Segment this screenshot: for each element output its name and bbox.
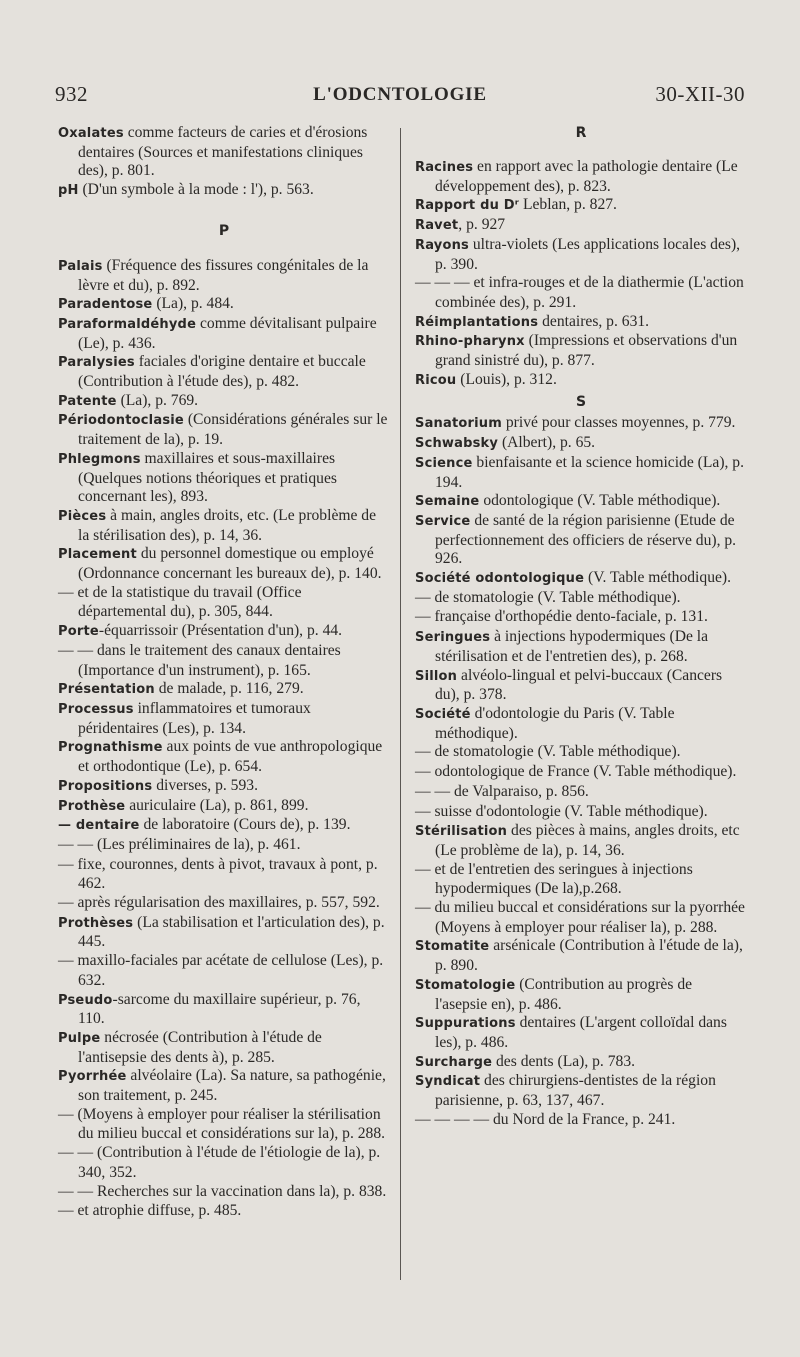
index-term: Phlegmons [58,451,141,467]
index-description: (Considérations générales sur le traitement de la), p. 19. [78,411,388,449]
index-description: dentaires, p. 631. [538,312,650,330]
index-entry [58,680,390,700]
index-description: à injections hypodermiques (De la stérilisation et de l'entretien des), p. 268. [435,628,709,665]
index-term: Propositions [58,778,153,794]
index-description: -équarrissoir (Présentation d'un), p. 44. [98,622,343,640]
index-description: (Albert), p. 65. [498,434,596,452]
page-header [55,82,745,112]
index-description: — suisse d'odontologie (V. Table méthodique). [415,802,708,820]
index-entry [415,803,747,823]
index-entry [58,181,390,201]
index-entry [58,952,390,990]
index-description: diverses, p. 593. [152,776,258,794]
index-term: Syndicat [415,1074,481,1090]
index-description: en rapport avec la pathologie dentaire (Le développement des), p. 823. [435,158,738,195]
index-term: Porte [58,624,99,640]
index-entry [58,295,390,315]
index-entry [58,392,390,412]
index-entry [415,1111,747,1131]
index-entry [415,861,747,899]
index-description: (Contribution au progrès de l'asepsie en), p. 486. [435,975,693,1013]
section-letter: R [575,125,587,141]
index-entry [415,158,747,196]
index-description: bienfaisante et la science homicide (La), p. 194. [435,453,744,491]
index-description: -sarcome du maxillaire supérieur, p. 76, 110. [78,990,361,1028]
index-description: — française d'orthopédie dento-faciale, p. 131. [415,608,708,626]
index-entry [58,584,390,622]
index-description: maxillaires et sous-maxillaires (Quelques notions théoriques et pratiques concernant les), 893. [78,449,337,506]
index-description: (Louis), p. 312. [456,370,557,388]
index-description: odontologique (V. Table méthodique). [479,492,721,510]
index-entry [58,991,390,1029]
index-term: Seringues [415,630,491,646]
index-term: Ravet [415,218,459,234]
index-entry [415,705,747,743]
page-number: 932 [55,82,88,106]
index-term: Rhino-pharynx [415,334,525,350]
index-description: — — — — du Nord de la France, p. 241. [415,1110,676,1128]
index-description: — — de Valparaiso, p. 856. [415,782,589,800]
index-description: — et atrophie diffuse, p. 485. [58,1202,242,1220]
index-entry [415,313,747,333]
index-term: Stomatite [415,939,490,955]
index-term: Racines [415,160,474,175]
index-description: de santé de la région parisienne (Etude de perfectionnement des officiers de réserve du), p. 926. [435,511,737,568]
index-entry [58,738,390,776]
index-entry [58,797,390,817]
index-entry [415,196,747,216]
index-entry [58,816,390,836]
issue-date: 30-XII-30 [655,82,745,106]
index-term: Réimplantations [415,314,539,330]
index-entry [58,777,390,797]
index-description: faciales d'origine dentaire et buccale (Contribution à l'étude des), p. 482. [78,353,366,391]
index-entry [415,434,747,454]
index-entry [58,700,390,738]
index-entry [415,937,747,975]
index-description: (Fréquence des fissures congénitales de la lèvre et du), p. 892. [78,256,369,294]
index-term: Oxalates [58,126,124,141]
index-term: Surcharge [415,1054,493,1070]
index-term: Prothèses [58,915,134,931]
index-entry [58,914,390,952]
index-term: Stérilisation [415,824,508,840]
index-entry [415,763,747,783]
index-description: — du milieu buccal et considérations sur la pyorrhée (Moyens à employer pour réaliser la), p. 288. [415,899,745,936]
index-entry [415,274,747,312]
index-description: privé pour classes moyennes, p. 779. [501,414,736,432]
index-entry [58,622,390,642]
index-description: — maxillo-faciales par acétate de cellulose (Les), p. 632. [58,952,384,989]
index-entry [415,371,747,391]
index-description: — fixe, couronnes, dents à pivot, travaux à pont, p. 462. [58,855,378,893]
index-entry [415,492,747,512]
index-entry [415,236,747,274]
index-term: Sillon [415,668,458,684]
index-description: — — dans le traitement des canaux dentaires (Importance d'un instrument), p. 165. [58,641,341,679]
index-term: Paralysies [58,355,135,371]
index-description: — — Recherches sur la vaccination dans la), p. 838. [58,1182,387,1200]
index-entry [415,414,747,434]
index-description: auriculaire (La), p. 861, 899. [125,796,309,814]
index-description: alvéolaire (La). Sa nature, sa pathogénie, son traitement, p. 245. [78,1067,386,1105]
index-description: — et de l'entretien des seringues à injections hypodermiques (De la),p.268. [415,860,693,898]
index-description: ultra-violets (Les applications locales des), p. 390. [435,235,741,273]
index-entry [58,1202,390,1222]
index-term: Placement [58,547,137,563]
index-description: — odontologique de France (V. Table méthodique). [415,763,737,781]
index-column-right [415,124,747,1130]
index-entry [415,1053,747,1073]
index-description: arsénicale (Contribution à l'étude de la), p. 890. [435,937,743,975]
index-description: — — (Contribution à l'étude de l'étiologie de la), p. 340, 352. [58,1144,381,1181]
index-description: aux points de vue anthropologique et orthodontique (Le), p. 654. [78,738,383,776]
index-entry [58,1106,390,1144]
index-term: — dentaire [58,818,140,834]
index-term: Schwabsky [415,436,499,452]
index-column-left [58,124,390,1222]
index-entry [415,608,747,628]
index-term: Périodontoclasie [58,413,184,429]
index-entry [58,642,390,680]
index-term: Pyorrhée [58,1069,127,1085]
index-description: dentaires (L'argent colloïdal dans les), p. 486. [435,1014,727,1051]
index-term: Pulpe [58,1030,101,1046]
index-description: des chirurgiens-dentistes de la région parisienne, p. 63, 137, 467. [435,1072,716,1110]
index-entry [58,836,390,856]
index-term: Patente [58,393,117,409]
index-description: (La), p. 769. [116,391,199,409]
index-term: Ricou [415,372,457,388]
index-entry [415,454,747,492]
index-description: comme dévitalisant pulpaire (Le), p. 436. [78,314,377,352]
index-entry [415,569,747,589]
index-entry [58,353,390,391]
index-term: Semaine [415,494,480,510]
index-entry [415,783,747,803]
index-description: (D'un symbole à la mode : l'), p. 563. [78,181,314,199]
index-description: à main, angles droits, etc. (Le problème de la stérilisation des), p. 14, 36. [78,506,377,544]
index-entry [58,450,390,507]
index-entry [415,822,747,860]
index-description: des dents (La), p. 783. [492,1052,636,1070]
index-entry [58,1183,390,1203]
index-entry [415,332,747,370]
index-term: Prothèse [58,798,126,814]
index-description: comme facteurs de caries et d'érosions dentaires (Sources et manifestations cliniques des), p. 801. [78,124,368,180]
index-entry [58,1067,390,1105]
index-term: Pseudo [58,992,113,1008]
index-description: — de stomatologie (V. Table méthodique). [415,743,681,761]
index-entry [58,856,390,894]
index-description: , p. 927 [458,216,506,234]
journal-title: L'ODCNTOLOGIE [313,84,487,105]
index-description: (La), p. 484. [152,295,234,313]
index-description: alvéolo-lingual et pelvi-buccaux (Cancers du), p. 378. [435,666,723,704]
index-description: (Impressions et observations d'un grand sinistré du), p. 877. [435,332,738,370]
index-entry [58,894,390,914]
index-term: Science [415,455,473,471]
index-entry [415,667,747,705]
index-description: de malade, p. 116, 279. [154,680,304,698]
index-entry [415,976,747,1014]
index-term: Société odontologique [415,571,585,587]
index-entry [58,124,390,181]
index-description: — après régularisation des maxillaires, p. 557, 592. [58,894,380,912]
index-entry [415,743,747,763]
index-term: Stomatologie [415,977,516,993]
index-term: Prognathisme [58,740,163,756]
index-term: Présentation [58,682,155,698]
index-term: Paradentose [58,297,153,313]
index-term: Palais [58,258,103,274]
index-description: — (Moyens à employer pour réaliser la stérilisation du milieu buccal et considérations sur la), p. 288. [58,1105,386,1143]
column-divider [400,128,401,1280]
index-term: Processus [58,701,134,717]
index-description: (La stabilisation et l'articulation des), p. 445. [78,913,385,951]
index-entry [415,589,747,609]
index-description: inflammatoires et tumoraux péridentaires (Les), p. 134. [78,699,311,737]
index-entry [415,1072,747,1110]
index-entry [415,512,747,569]
index-description: de laboratoire (Cours de), p. 139. [139,816,351,834]
index-entry [58,411,390,449]
index-description: (V. Table méthodique). [584,569,732,587]
index-description: nécrosée (Contribution à l'étude de l'antisepsie des dents à), p. 285. [78,1028,322,1066]
index-term: Rayons [415,237,469,253]
index-term: pH [58,183,79,199]
index-entry [415,216,747,236]
index-term: Service [415,513,471,529]
section-letter: S [575,394,587,411]
index-term: Rapport du Dʳ [415,198,520,214]
index-entry [58,257,390,295]
index-term: Société [415,706,471,722]
index-description: — de stomatologie (V. Table méthodique). [415,588,681,606]
index-description: — — (Les préliminaires de la), p. 461. [58,835,301,853]
index-term: Paraformaldéhyde [58,316,197,332]
index-description: Leblan, p. 827. [519,196,617,214]
index-entry [415,1014,747,1052]
index-term: Pièces [58,508,107,524]
index-entry [58,507,390,545]
index-entry [58,545,390,583]
section-letter: P [218,222,230,239]
index-description: — et de la statistique du travail (Office départemental du), p. 305, 844. [58,583,302,621]
index-entry [415,628,747,666]
index-entry [58,1029,390,1067]
index-description: du personnel domestique ou employé (Ordonnance concernant les bureaux de), p. 140. [78,545,382,583]
index-term: Sanatorium [415,416,502,432]
index-entry [58,1144,390,1182]
index-entry [415,899,747,937]
index-description: d'odontologie du Paris (V. Table méthodique). [435,704,675,742]
index-description: des pièces à mains, angles droits, etc (Le problème de la), p. 14, 36. [435,822,740,859]
index-description: — — — et infra-rouges et de la diathermie (L'action combinée des), p. 291. [415,274,744,311]
index-term: Suppurations [415,1016,516,1032]
index-entry [58,315,390,353]
